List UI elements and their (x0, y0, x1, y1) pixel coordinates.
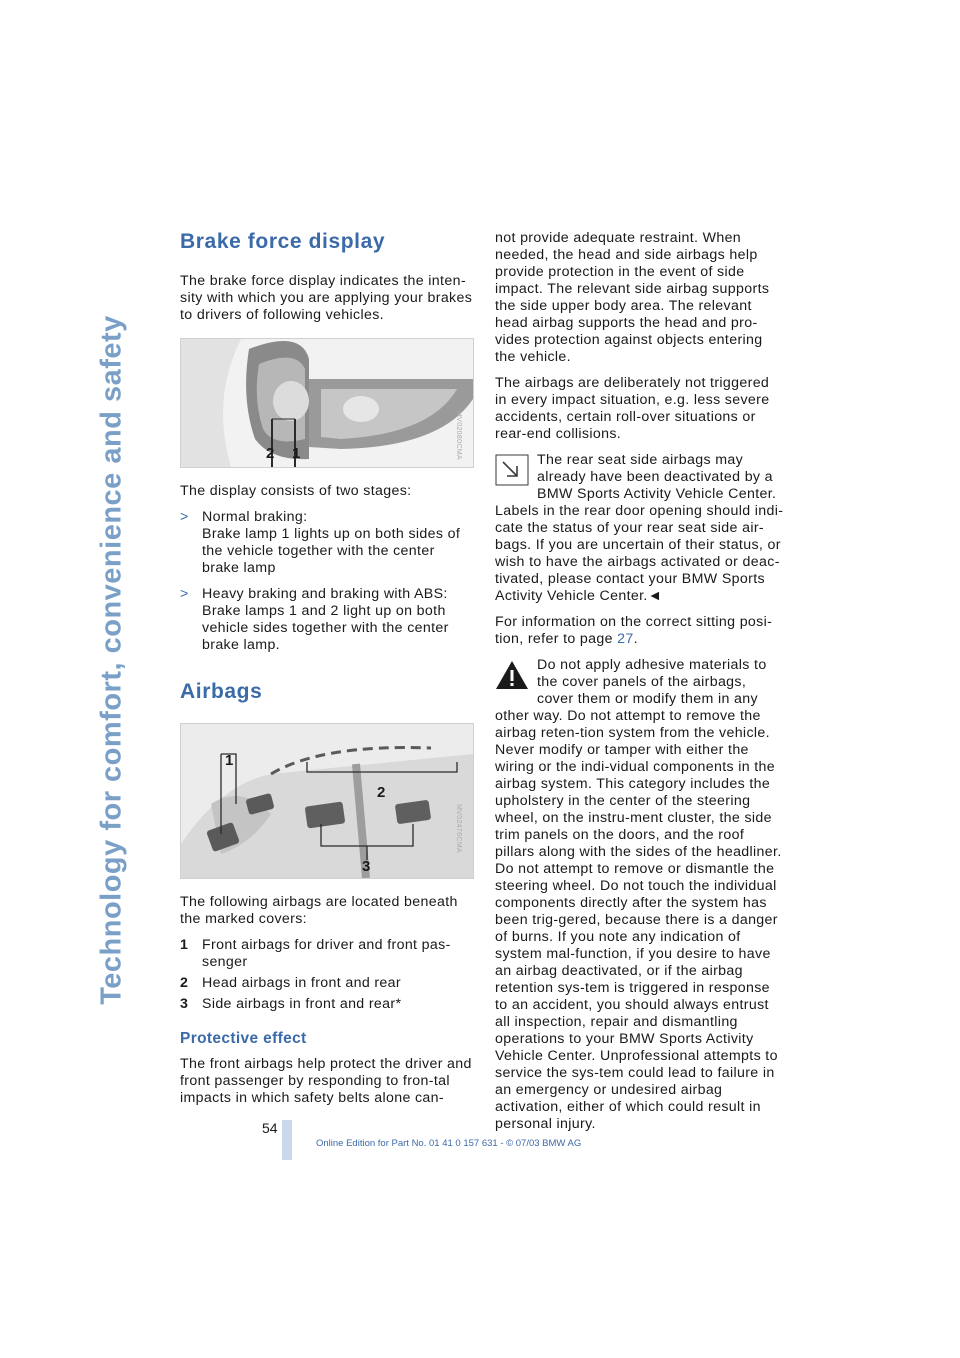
airbags-numbered-list (180, 937, 476, 1013)
bullet-text: Brake lamp 1 lights up on both sides of the vehicle together with the center brake lamp (202, 526, 461, 576)
item-number: 2 (180, 975, 189, 991)
brake-intro: The brake force display indicates the inten-sity with which you are applying your brakes to drivers of following vehicles. (180, 273, 473, 323)
page-reference-link[interactable]: 27 (617, 631, 634, 647)
warning-triangle-icon (495, 659, 529, 691)
sitting-position-text: For information on the correct sitting posi-tion, refer to page 27. (495, 614, 773, 647)
list-item (180, 586, 476, 654)
warning-block (495, 657, 785, 1133)
airbags-heading: Airbags (180, 680, 263, 703)
note-text: The rear seat side airbags may already have been deactivated by a BMW Sports Activity Vehicle Center. Labels in the rear door opening should indi-cate the status of your rear seat side air-bags. If you are uncertain of their status, or wish to have the airbags activated or deac-tivated, please contact your BMW Sports Activity Vehicle Center.◄ (495, 452, 784, 604)
bullet-mark: > (180, 509, 189, 525)
footer-bar (282, 1120, 292, 1160)
list-item (180, 975, 476, 992)
brake-figure-label-2: 2 (266, 445, 275, 462)
warning-text: Do not apply adhesive materials to the cover panels of the airbags, cover them or modify them in any other way. Do not attempt to remove the airbag reten-tion system from the vehicle. Never modify or tamper with either the wiring or the indi-vidual components in the airbag system. This category includes the upholstery in the center of the steering wheel, on the instru-ment cluster, the side trim panels on the doors, and the roof pillars along with the sides of the headliner. Do not attempt to remove or dismantle the steering wheel. Do not touch the individual components directly after the system has been trig-gered, because there is a danger of burns. If you note any indication of system mal-function, if you desire to have an airbag deactivated, or if the airbag retention sys-tem is triggered in response to an accident, you should always entrust all inspection, repair and dismantling operations to your BMW Sports Activity Vehicle Center. Unprofessional attempts to service the sys-tem could lead to failure in an emergency or undesired airbag activation, either of which could result in personal injury. (495, 657, 782, 1132)
brake-bullet-list (180, 509, 476, 654)
bullet-pre: Normal braking: (202, 509, 308, 525)
brake-lamp-illustration (181, 339, 473, 467)
brake-lamp-figure (180, 338, 474, 468)
airbags-figure-label-1: 1 (225, 752, 234, 769)
brake-figure-label-1: 1 (292, 445, 301, 462)
not-triggered-text: The airbags are deliberately not triggered in every impact situation, e.g. less severe accidents, certain roll-over situations or rear-end collisions. (495, 375, 770, 442)
list-item (180, 996, 476, 1013)
bullet-text: Heavy braking and braking with ABS: Brake lamps 1 and 2 light up on both vehicle sides together with the center brake lamp. (202, 586, 449, 653)
footer-edition: Online Edition for Part No. 01 41 0 157 631 - © 07/03 BMW AG (316, 1138, 582, 1149)
item-text: Front airbags for driver and front pas-senger (202, 937, 451, 970)
brake-stages-intro: The display consists of two stages: (180, 483, 412, 499)
airbags-figure-label-2: 2 (377, 784, 386, 801)
list-item (180, 509, 476, 577)
airbags-figure (180, 723, 474, 879)
note-arrow-icon (495, 454, 529, 486)
right-column (495, 230, 785, 1142)
left-column (180, 230, 476, 1116)
brake-figure-code: MV02080CMA (455, 411, 462, 461)
side-title-text: Technology for comfort, convenience and safety (95, 315, 128, 1005)
protective-text-left: The front airbags help protect the driver and front passenger by responding to fron-tal impacts in which safety belts alone can- (180, 1056, 472, 1106)
item-number: 1 (180, 937, 189, 953)
protective-effect-heading: Protective effect (180, 1030, 307, 1047)
airbags-figure-code: MV02476CMA (455, 804, 462, 854)
brake-heading: Brake force display (180, 230, 386, 253)
list-item (180, 937, 476, 971)
note-block (495, 452, 785, 605)
protective-text-right: not provide adequate restraint. When needed, the head and side airbags help provide protection in the event of side impact. The relevant side airbag supports the side upper body area. The relevant head airbag supports the head and pro-vides protection against objects entering the vehicle. (495, 230, 770, 365)
airbags-intro: The following airbags are located beneath the marked covers: (180, 894, 458, 927)
item-text: Side airbags in front and rear* (202, 996, 402, 1012)
airbags-illustration (181, 724, 473, 878)
airbags-figure-label-3: 3 (362, 858, 371, 875)
item-number: 3 (180, 996, 189, 1012)
bullet-mark: > (180, 586, 189, 602)
item-text: Head airbags in front and rear (202, 975, 401, 991)
sitting-text: For information on the correct sitting posi-tion, refer to page (495, 614, 773, 647)
page-number: 54 (262, 1120, 278, 1136)
